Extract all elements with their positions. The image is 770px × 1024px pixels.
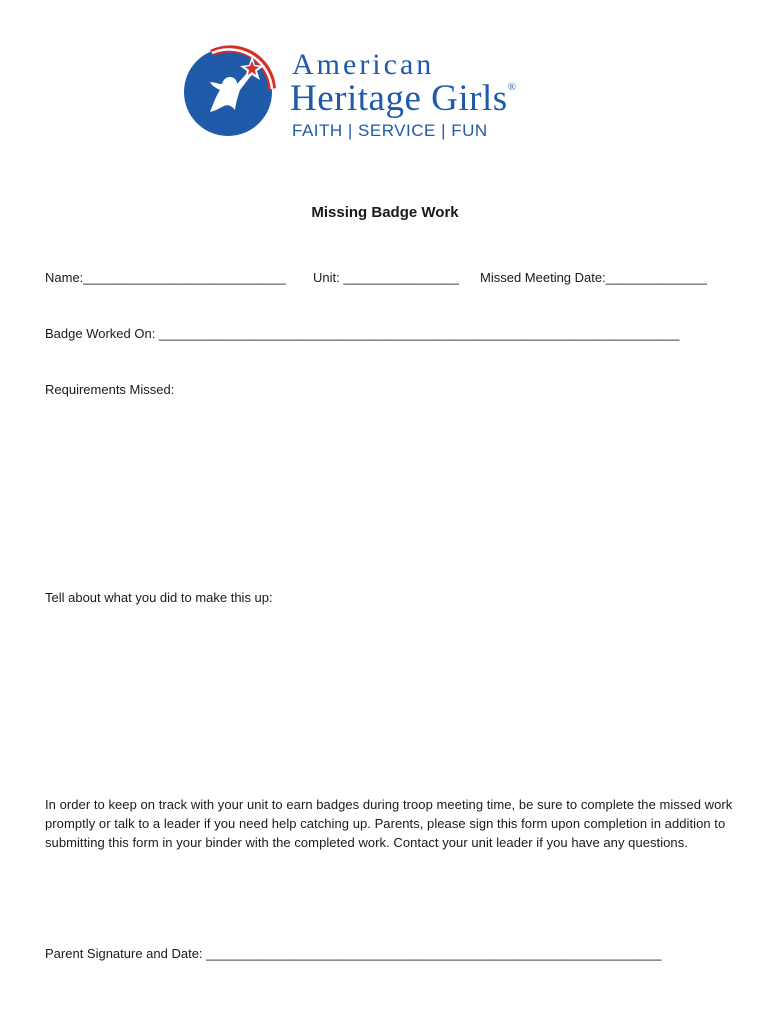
unit-field[interactable]: Unit: ________________ xyxy=(313,270,460,285)
missed-meeting-date-field[interactable]: Missed Meeting Date:______________ xyxy=(480,270,707,285)
logo-text-american: American xyxy=(292,48,435,81)
requirements-missed-label: Requirements Missed: xyxy=(45,382,175,397)
makeup-description-label: Tell about what you did to make this up: xyxy=(45,590,273,605)
girl-star-emblem-icon xyxy=(180,40,282,140)
instructions-paragraph: In order to keep on track with your unit to earn badges during troop meeting time, be sure to complete the missed work promptly or talk to a leader if you need help catching up. Parents, please sign this form upon completion in addition to submitting this form in your binder with the completed work. Contact your unit leader if you have any questions. xyxy=(45,797,733,850)
parent-signature-field[interactable]: Parent Signature and Date: _______________________________________________________________ xyxy=(45,946,662,961)
logo-text-heritage-girls-label: Heritage Girls xyxy=(290,78,508,119)
american-heritage-girls-logo xyxy=(180,40,640,140)
logo-text-heritage-girls xyxy=(290,80,516,117)
logo-tagline: FAITH | SERVICE | FUN xyxy=(292,121,488,140)
page-title: Missing Badge Work xyxy=(311,204,459,221)
name-field[interactable]: Name:____________________________ xyxy=(45,270,286,285)
registered-mark: ® xyxy=(507,81,517,93)
badge-worked-on-field[interactable]: Badge Worked On: ________________________________________________________________________ xyxy=(45,326,680,341)
